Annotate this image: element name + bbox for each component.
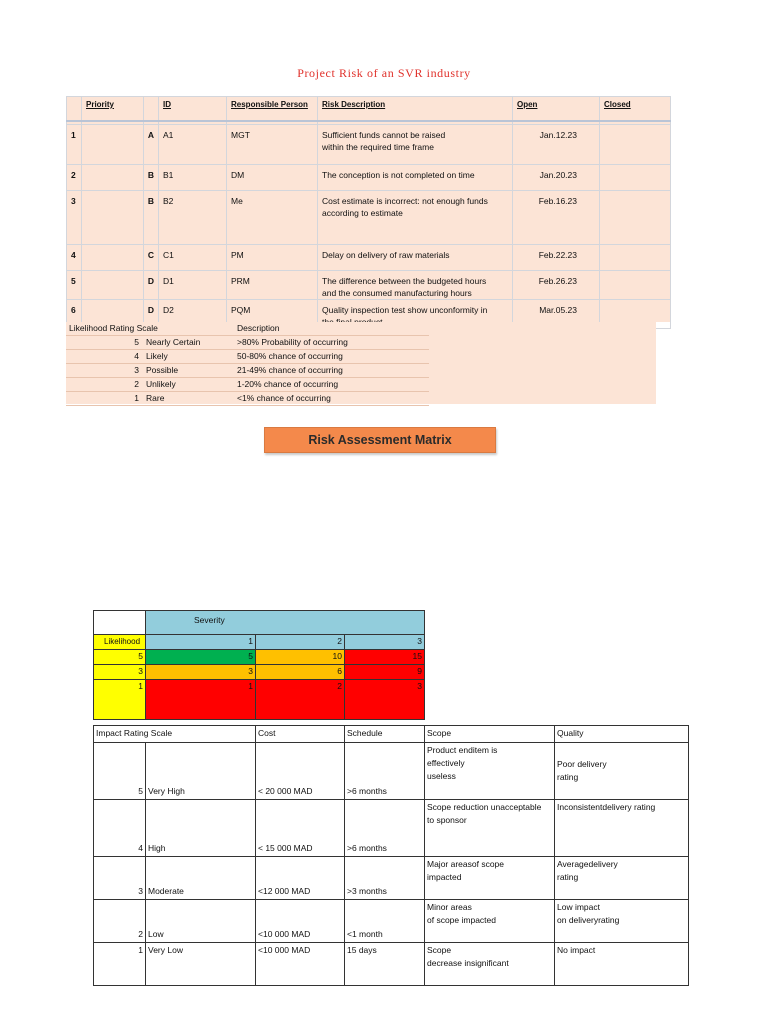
- impact-schedule: >3 months: [345, 857, 425, 900]
- impact-schedule: 15 days: [345, 943, 425, 986]
- risk-level: C: [144, 245, 159, 271]
- impact-scope: Scope reduction unacceptable to sponsor: [425, 800, 555, 857]
- quality-header: Quality: [555, 726, 689, 743]
- impact-rating: 3: [94, 857, 146, 900]
- impact-quality: Low impact on deliveryrating: [555, 900, 689, 943]
- row-number: 3: [67, 191, 82, 245]
- impact-quality: Inconsistentdelivery rating: [555, 800, 689, 857]
- open-header: Open: [517, 100, 538, 109]
- row-number: 1: [67, 125, 82, 165]
- impact-cost: <10 000 MAD: [256, 943, 345, 986]
- matrix-row: [94, 665, 425, 680]
- table-row: [67, 245, 671, 271]
- closed-date: [600, 245, 671, 271]
- table-row: [67, 191, 671, 245]
- risk-score-cell: 10: [256, 650, 345, 665]
- scope-header: Scope: [425, 726, 555, 743]
- impact-cost: < 15 000 MAD: [256, 800, 345, 857]
- likelihood-rating: 4: [66, 350, 143, 364]
- closed-header: Closed: [604, 100, 631, 109]
- risk-level: D: [144, 300, 159, 329]
- risk-score-cell: 2: [256, 680, 345, 720]
- likelihood-header-row: [66, 322, 429, 336]
- impact-quality: Poor delivery rating: [555, 743, 689, 800]
- impact-row: [94, 900, 689, 943]
- open-date: Feb.16.23: [513, 191, 600, 245]
- responsible-person: MGT: [227, 125, 318, 165]
- closed-date: [600, 125, 671, 165]
- risk-level: B: [144, 165, 159, 191]
- responsible-person-header: Responsible Person: [231, 100, 308, 109]
- likelihood-scale-header: Likelihood Rating Scale: [66, 322, 234, 336]
- risk-score-cell: 3: [146, 665, 256, 680]
- open-date: Feb.26.23: [513, 271, 600, 300]
- risk-level: B: [144, 191, 159, 245]
- risk-matrix: [93, 610, 425, 720]
- responsible-person: PRM: [227, 271, 318, 300]
- impact-scope: Major areasof scope impacted: [425, 857, 555, 900]
- schedule-header: Schedule: [345, 726, 425, 743]
- id-header: ID: [163, 100, 171, 109]
- likelihood-label: Rare: [143, 392, 234, 406]
- likelihood-label: Nearly Certain: [143, 336, 234, 350]
- likelihood-row: [66, 392, 429, 406]
- open-date: Jan.20.23: [513, 165, 600, 191]
- impact-cost: <12 000 MAD: [256, 857, 345, 900]
- open-date: Feb.22.23: [513, 245, 600, 271]
- impact-label: Moderate: [146, 857, 256, 900]
- risk-description: Cost estimate is incorrect: not enough funds according to estimate: [318, 191, 513, 245]
- closed-date: [600, 165, 671, 191]
- impact-label: Very High: [146, 743, 256, 800]
- risk-score-cell: 15: [345, 650, 425, 665]
- matrix-severity-row: [94, 611, 425, 635]
- matrix-row: [94, 680, 425, 720]
- risk-description: Delay on delivery of raw materials: [318, 245, 513, 271]
- impact-label: Low: [146, 900, 256, 943]
- impact-rating: 5: [94, 743, 146, 800]
- impact-rating-table: [93, 725, 689, 986]
- likelihood-label: Unlikely: [143, 378, 234, 392]
- likelihood-label: Likelihood: [94, 635, 146, 650]
- likelihood-value: 1: [94, 680, 146, 720]
- likelihood-rating-table: [66, 322, 429, 406]
- impact-quality: No impact: [555, 943, 689, 986]
- likelihood-value: 3: [94, 665, 146, 680]
- risk-score-cell: 6: [256, 665, 345, 680]
- risk-level: A: [144, 125, 159, 165]
- responsible-person: PM: [227, 245, 318, 271]
- likelihood-label: Possible: [143, 364, 234, 378]
- likelihood-row: [66, 364, 429, 378]
- row-number: 5: [67, 271, 82, 300]
- row-number: 6: [67, 300, 82, 329]
- likelihood-rating: 1: [66, 392, 143, 406]
- impact-header-row: [94, 726, 689, 743]
- impact-label: Very Low: [146, 943, 256, 986]
- matrix-row: [94, 650, 425, 665]
- risk-id: B1: [159, 165, 227, 191]
- likelihood-rating: 3: [66, 364, 143, 378]
- risk-description-header: Risk Description: [322, 100, 386, 109]
- impact-cost: < 20 000 MAD: [256, 743, 345, 800]
- impact-row: [94, 943, 689, 986]
- table-row: [67, 271, 671, 300]
- responsible-person: Me: [227, 191, 318, 245]
- likelihood-label: Likely: [143, 350, 234, 364]
- risk-level: D: [144, 271, 159, 300]
- likelihood-description: 21-49% chance of occurring: [234, 364, 429, 378]
- impact-scope: Product enditem is effectively useless: [425, 743, 555, 800]
- risk-id: C1: [159, 245, 227, 271]
- likelihood-description: 50-80% chance of occurring: [234, 350, 429, 364]
- table-row: [67, 165, 671, 191]
- impact-schedule: <1 month: [345, 900, 425, 943]
- likelihood-rating: 2: [66, 378, 143, 392]
- impact-label: High: [146, 800, 256, 857]
- open-date: Mar.05.23: [513, 300, 600, 329]
- responsible-person: PQM: [227, 300, 318, 329]
- impact-row: [94, 800, 689, 857]
- impact-rating: 2: [94, 900, 146, 943]
- risk-description: The difference between the budgeted hours and the consumed manufacturing hours: [318, 271, 513, 300]
- likelihood-rating: 5: [66, 336, 143, 350]
- row-number: 4: [67, 245, 82, 271]
- impact-rating: 4: [94, 800, 146, 857]
- likelihood-description: <1% chance of occurring: [234, 392, 429, 406]
- risk-score-cell: 3: [345, 680, 425, 720]
- row-number: 2: [67, 165, 82, 191]
- impact-schedule: >6 months: [345, 743, 425, 800]
- matrix-likelihood-header-row: [94, 635, 425, 650]
- impact-rating: 1: [94, 943, 146, 986]
- risk-assessment-matrix-banner: Risk Assessment Matrix: [264, 427, 496, 453]
- impact-row: [94, 743, 689, 800]
- risk-id: D1: [159, 271, 227, 300]
- table-row: [67, 125, 671, 165]
- severity-value: 3: [345, 635, 425, 650]
- impact-scale-header: Impact Rating Scale: [94, 726, 256, 743]
- impact-row: [94, 857, 689, 900]
- register-header-row: [67, 97, 671, 122]
- likelihood-row: [66, 350, 429, 364]
- likelihood-description: 1-20% chance of occurring: [234, 378, 429, 392]
- risk-score-cell: 1: [146, 680, 256, 720]
- likelihood-row: [66, 336, 429, 350]
- risk-id: A1: [159, 125, 227, 165]
- severity-value: 1: [146, 635, 256, 650]
- likelihood-description-header: Description: [234, 322, 429, 336]
- cost-header: Cost: [256, 726, 345, 743]
- risk-score-cell: 5: [146, 650, 256, 665]
- risk-description: Quality inspection test show unconformity in: [318, 300, 513, 329]
- risk-register-table: [66, 96, 670, 322]
- likelihood-value: 5: [94, 650, 146, 665]
- likelihood-row: [66, 378, 429, 392]
- open-date: Jan.12.23: [513, 125, 600, 165]
- severity-value: 2: [256, 635, 345, 650]
- risk-id: B2: [159, 191, 227, 245]
- likelihood-description: >80% Probability of occurring: [234, 336, 429, 350]
- impact-scope: Minor areas of scope impacted: [425, 900, 555, 943]
- risk-description: The conception is not completed on time: [318, 165, 513, 191]
- severity-label: Severity: [146, 611, 425, 635]
- impact-cost: <10 000 MAD: [256, 900, 345, 943]
- impact-quality: Averagedelivery rating: [555, 857, 689, 900]
- risk-score-cell: 9: [345, 665, 425, 680]
- impact-scope: Scope decrease insignificant: [425, 943, 555, 986]
- responsible-person: DM: [227, 165, 318, 191]
- risk-id: D2: [159, 300, 227, 329]
- closed-date: [600, 191, 671, 245]
- closed-date: [600, 271, 671, 300]
- risk-description: Sufficient funds cannot be raised within the required time frame: [318, 125, 513, 165]
- impact-schedule: >6 months: [345, 800, 425, 857]
- priority-header: Priority: [86, 100, 115, 109]
- page-title: Project Risk of an SVR industry: [297, 66, 471, 80]
